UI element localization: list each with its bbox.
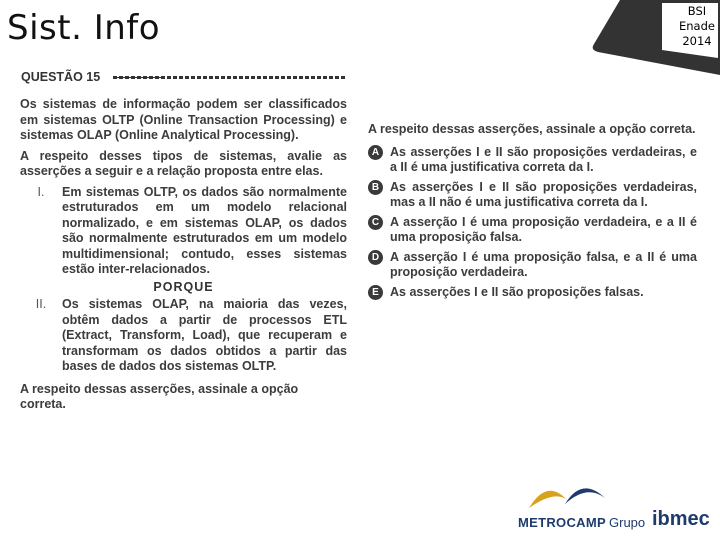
badge-line-3: 2014 <box>682 34 712 48</box>
question-column <box>20 97 347 413</box>
assertion-text: Os sistemas OLAP, na maioria das vezes, obtêm dados a partir de processos ETL (Extract, Transform, Load), que recuperam e transformam os dados obtidos a partir das bases de dados dos sistemas OLTP. <box>62 297 347 373</box>
option-b[interactable] <box>368 180 698 211</box>
answer-column <box>368 122 698 304</box>
assertion-number: I. <box>37 184 45 199</box>
logo-ibmec-text: ibmec <box>652 508 710 530</box>
assertion-1 <box>20 185 347 278</box>
question-intro: Os sistemas de informação podem ser classificados em sistemas OLTP (Online Transaction Processing) e sistemas OLAP (Online Analytical Processing). <box>20 97 347 142</box>
header-divider <box>113 76 347 79</box>
enade-badge <box>664 4 720 49</box>
logo-grupo-text: Grupo <box>609 515 646 530</box>
assertion-text: Em sistemas OLTP, os dados são normalmente estruturados em um modelo relacional normalizado, e em sistemas OLAP, os dados são normalmente estruturados em um modelo multidimensional; contudo, esses sistemas estão inter-relacionados. <box>62 184 347 276</box>
metrocamp-ibmec-logo <box>505 478 715 538</box>
option-text-b: As asserções I e II são proposições verdadeiras, mas a II não é uma justificativa correta da I. <box>390 179 697 209</box>
slide-title: Sist. Info <box>7 8 161 48</box>
option-text-e: As asserções I e II são proposições falsas. <box>390 284 644 299</box>
option-text-a: As asserções I e II são proposições verdadeiras, e a II é uma justificativa correta da I. <box>390 144 697 174</box>
option-d[interactable] <box>368 250 698 281</box>
option-letter-c: C <box>368 215 383 230</box>
option-letter-b: B <box>368 180 383 195</box>
option-letter-d: D <box>368 250 383 265</box>
answer-lead: A respeito dessas asserções, assinale a opção correta. <box>368 122 696 136</box>
option-e[interactable] <box>368 285 698 301</box>
option-text-c: A asserção I é uma proposição verdadeira, e a II é uma proposição falsa. <box>390 214 697 244</box>
assertion-2 <box>20 297 347 375</box>
question-instruction: A respeito desses tipos de sistemas, avalie as asserções a seguir e a relação proposta entre elas. <box>20 148 347 178</box>
logo-swoosh-icon <box>527 478 607 512</box>
logo-metrocamp-text: METROCAMP <box>518 515 606 530</box>
badge-line-2: Enade <box>679 19 715 33</box>
option-letter-e: E <box>368 285 383 300</box>
question-header: QUESTÃO 15 <box>21 70 101 84</box>
option-c[interactable] <box>368 215 698 246</box>
connector-word: PORQUE <box>153 279 214 294</box>
option-letter-a: A <box>368 145 383 160</box>
badge-line-1: BSI <box>687 4 707 18</box>
option-text-d: A asserção I é uma proposição falsa, e a II é uma proposição verdadeira. <box>390 249 697 279</box>
assertion-number: II. <box>35 297 47 311</box>
question-closing: A respeito dessas asserções, assinale a opção correta. <box>20 381 299 411</box>
option-a[interactable] <box>368 145 698 176</box>
